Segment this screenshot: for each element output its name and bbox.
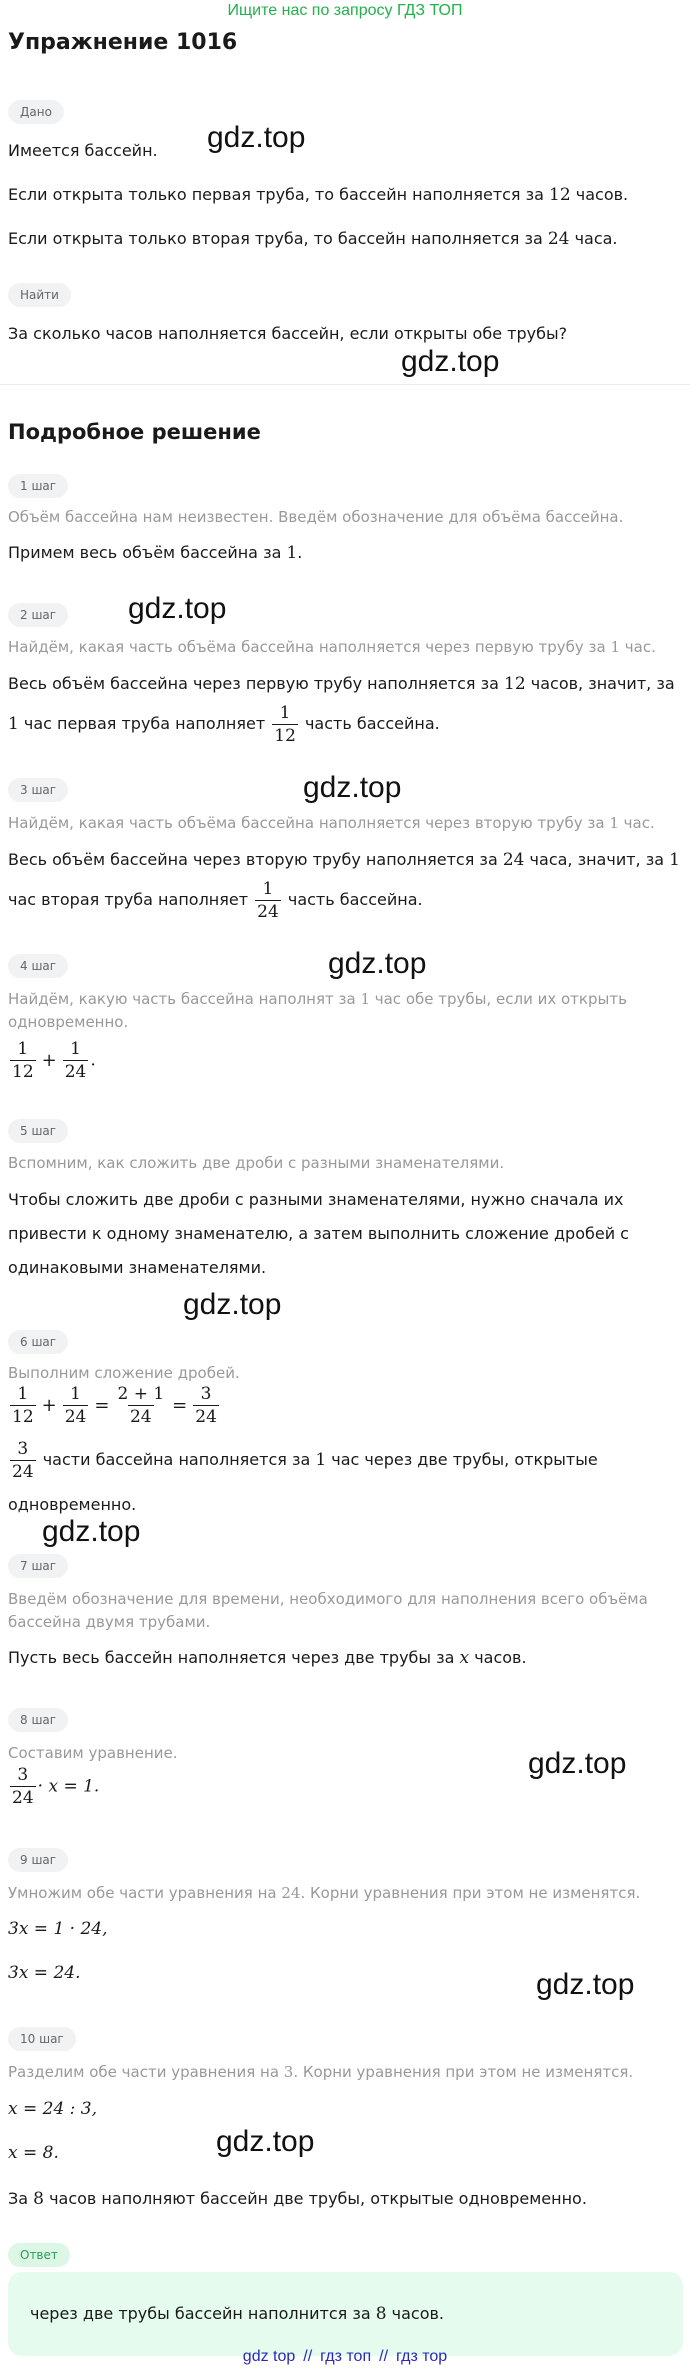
footer-links [0,2346,690,2368]
step-6-badge: 6 шаг [8,1330,68,1354]
answer-box [8,2272,683,2356]
step-9-note: Умножим обе части уравнения на 24. Корни уравнения при этом не изменятся. [8,1884,641,1902]
watermark: gdz.top [328,947,427,980]
watermark: gdz.top [183,1288,282,1321]
fraction-1-24: $\frac{1}{24}$ [257,879,279,922]
step-4-note-1: Найдём, какую часть бассейна наполнят за 1 час обе трубы, если их открыть [8,990,627,1008]
step-5-line-3: одинаковыми знаменателями. [8,1258,267,1277]
step-10-equation-2: x = 8. [8,2143,59,2163]
footer-link-gdz-top-ru[interactable]: гдз топ [320,2348,372,2365]
watermark: gdz.top [42,1515,141,1548]
find-badge: Найти [8,283,71,307]
given-badge: Дано [8,100,64,124]
step-8-badge: 8 шаг [8,1708,68,1732]
top-search-link[interactable]: Ищите нас по запросу ГДЗ ТОП [227,2,463,19]
answer-badge: Ответ [8,2243,70,2267]
answer-text: через две трубы бассейн наполнится за 8 часов. [30,2304,445,2324]
step-3-line-1: Весь объём бассейна через вторую трубу наполняется за 24 часа, значит, за 1 [8,850,680,870]
footer-link-gdz-top[interactable]: gdz top [242,2348,296,2365]
step-7-badge: 7 шаг [8,1554,68,1578]
step-9-badge: 9 шаг [8,1848,68,1872]
section-divider [0,384,690,385]
step-2-badge: 2 шаг [8,603,68,627]
step-7-note-2: бассейна двумя трубами. [8,1613,211,1631]
step-7-note-1: Введём обозначение для времени, необходимого для наполнения всего объёма [8,1590,648,1608]
step-8-note: Составим уравнение. [8,1744,178,1762]
watermark: gdz.top [128,592,227,625]
step-1-badge: 1 шаг [8,474,68,498]
find-question: За сколько часов наполняется бассейн, если открыты обе трубы? [8,324,568,343]
step-6-note: Выполним сложение дробей. [8,1364,240,1382]
given-line-2: Если открыта только первая труба, то бассейн наполняется за 12 часов. [8,185,629,205]
step-5-line-1: Чтобы сложить две дроби с разными знаменателями, нужно сначала их [8,1190,624,1209]
step-4-note-2: одновременно. [8,1013,129,1031]
step-2-line-2: 1 час первая труба наполняет $\frac{1}{12}$ часть бассейна. [8,703,440,746]
step-3-badge: 3 шаг [8,778,68,802]
step-2-line-1: Весь объём бассейна через первую трубу наполняется за 12 часов, значит, за [8,674,675,694]
step-9-equation-2: 3x = 24. [8,1963,81,1983]
step-4-expression: $\frac{1}{12}$ + $\frac{1}{24}$ . [12,1039,96,1082]
page-title: Упражнение 1016 [8,30,238,55]
footer-link-gdz-top-mixed[interactable]: гдз тор [396,2348,448,2365]
watermark: gdz.top [536,1968,635,2001]
step-3-note: Найдём, какая часть объёма бассейна наполняется через вторую трубу за 1 час. [8,814,655,832]
given-line-1: Имеется бассейн. [8,141,158,160]
step-6-result: $\frac{3}{24}$ части бассейна наполняется за 1 час через две трубы, открытые [12,1439,598,1482]
watermark: gdz.top [401,345,500,378]
step-6-result-2: одновременно. [8,1495,137,1514]
step-10-conclusion: За 8 часов наполняют бассейн две трубы, открытые одновременно. [8,2189,587,2209]
step-8-equation: $\frac{3}{24}$ · x = 1. [12,1765,100,1808]
footer-separator: // [303,2348,313,2365]
footer-separator: // [379,2348,389,2365]
step-2-note: Найдём, какая часть объёма бассейна наполняется через первую трубу за 1 час. [8,638,656,656]
step-7-text: Пусть весь бассейн наполняется через две трубы за x часов. [8,1648,527,1668]
step-5-badge: 5 шаг [8,1119,68,1143]
given-line-3: Если открыта только вторая труба, то бассейн наполняется за 24 часа. [8,229,618,249]
step-3-line-2: час вторая труба наполняет $\frac{1}{24}$ часть бассейна. [8,879,423,922]
watermark: gdz.top [216,2125,315,2158]
watermark: gdz.top [303,771,402,804]
watermark: gdz.top [207,121,306,154]
fraction-1-12: $\frac{1}{12}$ [274,703,296,746]
step-1-text: Примем весь объём бассейна за 1. [8,543,303,563]
step-10-badge: 10 шаг [8,2027,76,2051]
step-10-equation-1: x = 24 : 3, [8,2099,98,2119]
step-6-expression: $\frac{1}{12}$ + $\frac{1}{24}$ = $\frac{2 + 1}{24}$ = $\frac{3}{24}$ [12,1384,217,1427]
step-9-equation-1: 3x = 1 · 24, [8,1919,108,1939]
solution-title: Подробное решение [8,420,261,444]
step-1-note: Объём бассейна нам неизвестен. Введём обозначение для объёма бассейна. [8,508,624,526]
step-10-note: Разделим обе части уравнения на 3. Корни уравнения при этом не изменятся. [8,2063,634,2081]
step-5-line-2: привести к одному знаменателю, а затем выполнить сложение дробей с [8,1224,629,1243]
step-5-note: Вспомним, как сложить две дроби с разными знаменателями. [8,1154,505,1172]
step-4-badge: 4 шаг [8,954,68,978]
watermark: gdz.top [528,1747,627,1780]
